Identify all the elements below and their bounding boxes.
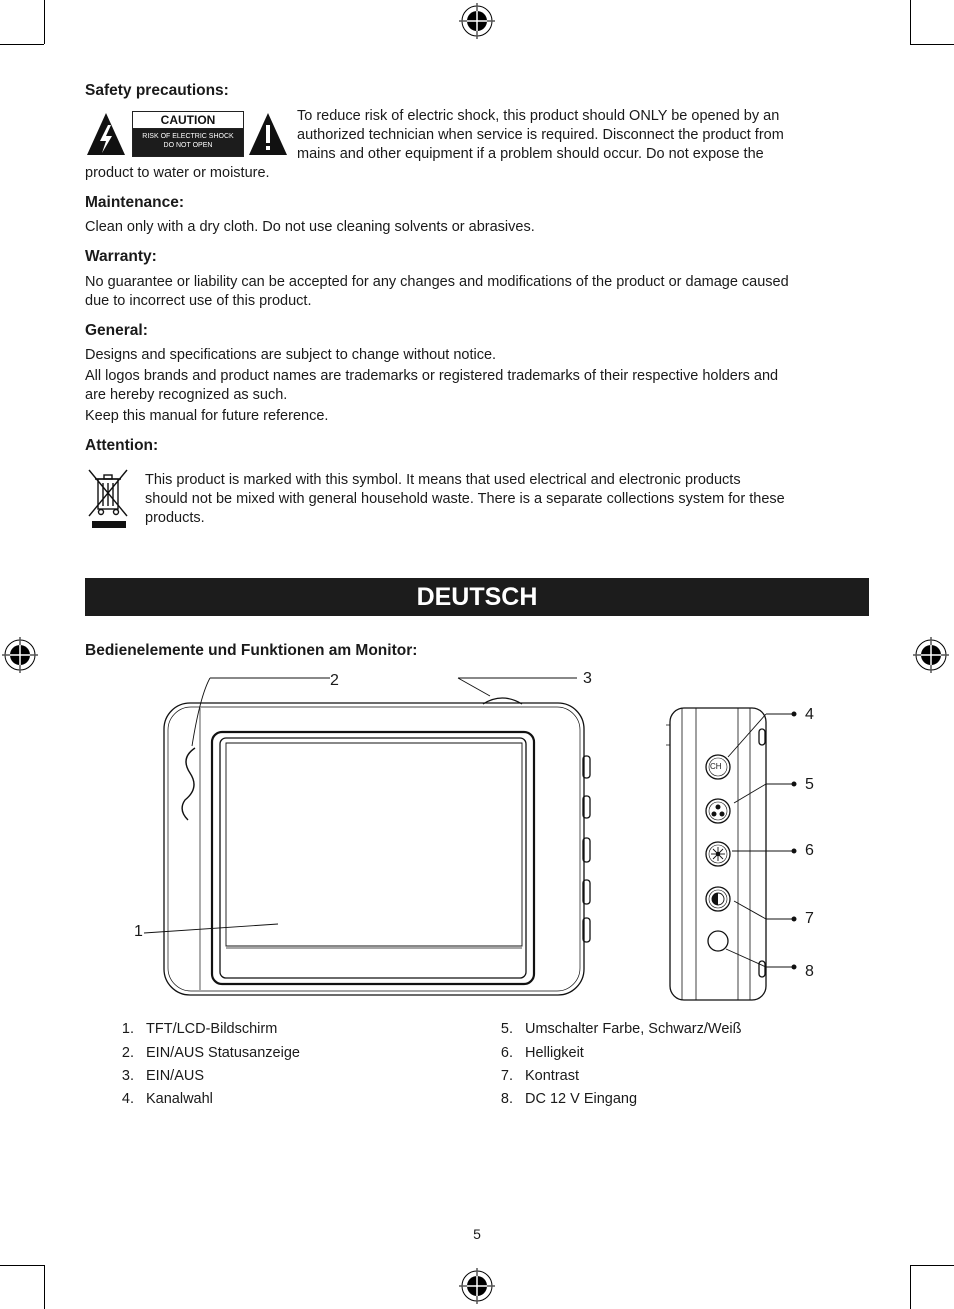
safety-text-line-1: To reduce risk of electric shock, this product should ONLY be opened by an bbox=[297, 108, 780, 124]
crop-mark bbox=[910, 1265, 954, 1266]
callout-1: 1 bbox=[134, 923, 143, 940]
language-banner: DEUTSCH bbox=[85, 578, 869, 616]
attention-line-3: products. bbox=[145, 510, 205, 526]
safety-text-line-4: product to water or moisture. bbox=[85, 165, 270, 181]
callout-3: 3 bbox=[583, 670, 592, 687]
callout-6: 6 bbox=[805, 842, 814, 859]
caution-line-1: RISK OF ELECTRIC SHOCK bbox=[142, 133, 234, 140]
general-line-2: All logos brands and product names are trademarks or registered trademarks of their respective holders and bbox=[85, 368, 779, 384]
crop-mark bbox=[910, 1265, 911, 1309]
callout-4: 4 bbox=[805, 706, 814, 723]
list-item-number: 8. bbox=[500, 1091, 513, 1107]
general-line-3: are hereby recognized as such. bbox=[85, 387, 288, 403]
general-line-4: Keep this manual for future reference. bbox=[85, 408, 329, 424]
callout-5: 5 bbox=[805, 776, 814, 793]
list-item-number: 2. bbox=[121, 1045, 134, 1061]
attention-line-1: This product is marked with this symbol. It means that used electrical and electronic products bbox=[145, 472, 741, 488]
callout-2: 2 bbox=[330, 672, 339, 689]
caution-label bbox=[132, 111, 244, 157]
maintenance-heading: Maintenance: bbox=[85, 194, 185, 211]
general-line-1: Designs and specifications are subject to change without notice. bbox=[85, 347, 497, 363]
safety-text-line-3: mains and other equipment if a problem should occur. Do not expose the bbox=[297, 146, 764, 162]
registration-mark-icon bbox=[459, 1268, 495, 1304]
crop-mark bbox=[910, 0, 911, 44]
list-item-text: DC 12 V Eingang bbox=[525, 1091, 638, 1107]
caution-subtext bbox=[133, 129, 243, 156]
attention-line-2: should not be mixed with general household waste. There is a separate collections system for these bbox=[145, 491, 785, 507]
monitor-front-diagram bbox=[130, 668, 600, 1003]
list-item-text: EIN/AUS Statusanzeige bbox=[146, 1045, 300, 1061]
crop-mark bbox=[44, 0, 45, 44]
weee-crossed-bin-icon bbox=[86, 467, 130, 531]
warranty-text-line-2: due to incorrect use of this product. bbox=[85, 293, 312, 309]
list-item-text: Kontrast bbox=[525, 1068, 579, 1084]
registration-mark-icon bbox=[913, 637, 949, 673]
registration-mark-icon bbox=[2, 637, 38, 673]
safety-heading: Safety precautions: bbox=[85, 82, 229, 99]
safety-text-line-2: authorized technician when service is required. Disconnect the product from bbox=[297, 127, 784, 143]
list-item-number: 7. bbox=[500, 1068, 513, 1084]
list-item-number: 4. bbox=[121, 1091, 134, 1107]
crop-mark bbox=[0, 44, 44, 45]
lightning-warning-icon bbox=[85, 111, 127, 157]
general-heading: General: bbox=[85, 322, 148, 339]
list-item-number: 3. bbox=[121, 1068, 134, 1084]
caution-title: CAUTION bbox=[133, 112, 243, 129]
list-item-text: Umschalter Farbe, Schwarz/Weiß bbox=[525, 1021, 742, 1037]
list-item-number: 1. bbox=[121, 1021, 134, 1037]
crop-mark bbox=[0, 1265, 44, 1266]
callout-7: 7 bbox=[805, 910, 814, 927]
registration-mark-icon bbox=[459, 3, 495, 39]
crop-mark bbox=[910, 44, 954, 45]
list-item-text: EIN/AUS bbox=[146, 1068, 205, 1084]
button-ch-label: CH bbox=[710, 762, 722, 771]
warranty-text-line-1: No guarantee or liability can be accepted for any changes and modifications of the product or damage caused bbox=[85, 274, 789, 290]
controls-heading: Bedienelemente und Funktionen am Monitor: bbox=[85, 642, 418, 659]
monitor-side-diagram bbox=[662, 705, 822, 1003]
crop-mark bbox=[44, 1265, 45, 1309]
exclamation-warning-icon bbox=[247, 111, 289, 157]
list-item-number: 5. bbox=[500, 1021, 513, 1037]
list-item-text: Kanalwahl bbox=[146, 1091, 213, 1107]
caution-line-2: DO NOT OPEN bbox=[163, 142, 213, 149]
attention-heading: Attention: bbox=[85, 437, 159, 454]
list-item-text: Helligkeit bbox=[525, 1045, 584, 1061]
list-item-text: TFT/LCD-Bildschirm bbox=[146, 1021, 278, 1037]
callout-8: 8 bbox=[805, 963, 814, 980]
maintenance-text: Clean only with a dry cloth. Do not use cleaning solvents or abrasives. bbox=[85, 219, 535, 235]
warranty-heading: Warranty: bbox=[85, 248, 157, 265]
list-item-number: 6. bbox=[500, 1045, 513, 1061]
page-number: 5 bbox=[473, 1226, 481, 1242]
